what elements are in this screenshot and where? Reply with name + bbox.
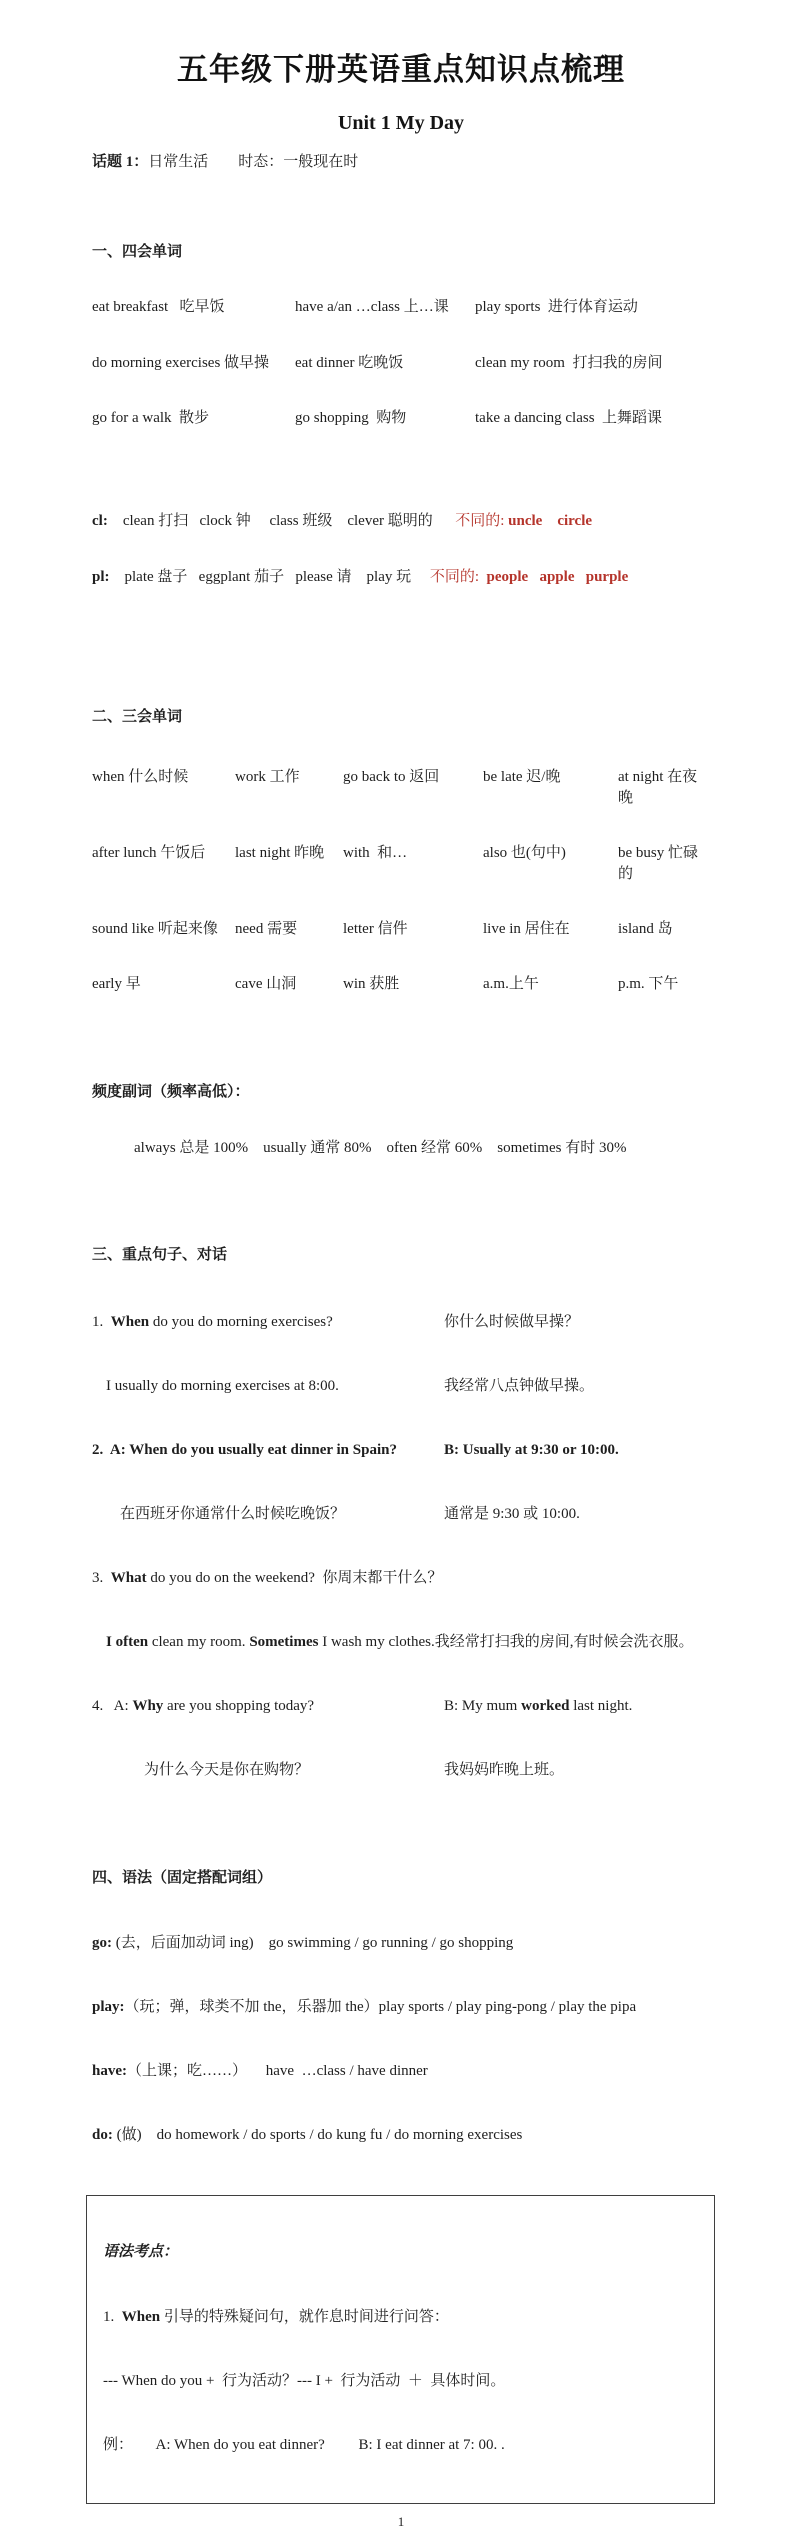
vocab-row (92, 843, 710, 885)
vocab-entry: be late 迟/晚 (483, 768, 561, 785)
vocab-entry: last night 昨晚 (235, 844, 325, 861)
vocab-entry: sound like 听起来像 (92, 920, 218, 937)
grammar-box-line: --- When do you + 行为活动？--- I + 行为活动 ＋ 具体时间。 (103, 2372, 506, 2389)
vocab-entry: win 获胜 (343, 975, 400, 992)
grammar-box-line: 例： A: When do you eat dinner? B: I eat dinner at 7: 00. . (103, 2436, 505, 2453)
section-heading: 一、四会单词 (92, 244, 183, 260)
vocab-entry: have a/an …class 上…课 (295, 299, 449, 315)
sentence-chinese: 我经常八点钟做早操。 (444, 1377, 595, 1394)
section-key-sentences (92, 1211, 710, 1824)
vocab-entry: go shopping 购物 (295, 410, 407, 426)
vocab-entry: work 工作 (235, 768, 300, 785)
vocab-row (92, 919, 710, 940)
phonics-line-cl: cl: clean 打扫 clock 钟 class 班级 clever 聪明的 不同的: uncle circle (92, 512, 593, 529)
sentence-line (92, 1568, 710, 1589)
sentence-english: 3. What do you do on the weekend? 你周末都干什么？ (92, 1569, 443, 1586)
sentence-english: 1. When do you do morning exercises? (92, 1313, 333, 1330)
frequency-adverbs-heading: 频度副词（频率高低）： (92, 1083, 250, 1100)
vocab-entry: letter 信件 (343, 920, 408, 937)
vocab-entry: also 也(句中) (483, 844, 566, 861)
vocab-entry: go back to 返回 (343, 768, 440, 785)
grammar-item-have: have:（上课；吃……） have …class / have dinner (92, 2062, 428, 2079)
vocab-entry: eat dinner 吃晚饭 (295, 354, 404, 371)
sentence-english: 2. A: When do you usually eat dinner in Spain? (92, 1441, 397, 1458)
grammar-points-box (86, 2195, 715, 2504)
vocab-entry: p.m. 下午 (618, 975, 679, 992)
grammar-item-go: go: (去，后面加动词 ing) go swimming / go running / go shopping (92, 1934, 514, 1951)
vocab-entry: do morning exercises 做早操 (92, 354, 270, 371)
sentence-chinese: 你什么时候做早操？ (444, 1313, 580, 1330)
phonics-block (92, 476, 710, 622)
unit-title: Unit 1 My Day (337, 112, 465, 134)
vocab-row (92, 353, 710, 375)
vocab-entry: play sports 进行体育运动 (475, 299, 638, 315)
frequency-adverbs-line: always 总是 100% usually 通常 80% often 经常 60% sometimes 有时 30% (134, 1139, 627, 1156)
vocab-entry: take a dancing class 上舞蹈课 (475, 410, 663, 426)
sentence-line (92, 1504, 710, 1525)
section-three-skill-words (92, 673, 710, 1029)
sentence-line (92, 1376, 710, 1397)
vocab-entry: be busy 忙碌的 (618, 844, 698, 882)
sentence-line (92, 1632, 710, 1653)
sentence-english: I usually do morning exercises at 8:00. (106, 1377, 339, 1394)
sentence-line (92, 1440, 710, 1461)
phonics-line-pl: pl: plate 盘子 eggplant 茄子 please 请 play 玩 不同的: people apple purple (92, 568, 629, 585)
vocab-entry: early 早 (92, 975, 141, 992)
section-grammar (92, 1834, 710, 2189)
grammar-box-line: 1. When 引导的特殊疑问句，就作息时间进行问答： (103, 2308, 449, 2325)
vocab-entry: live in 居住在 (483, 920, 570, 937)
vocab-row (92, 297, 710, 319)
vocab-entry: clean my room 打扫我的房间 (475, 354, 663, 371)
vocab-entry: need 需要 (235, 920, 298, 937)
grammar-box-heading: 语法考点： (103, 2243, 179, 2260)
sentence-chinese: 为什么今天是你在购物？ (144, 1761, 310, 1778)
sentence-chinese: 我妈妈昨晚上班。 (444, 1761, 565, 1778)
frequency-adverbs-block (92, 1048, 710, 1193)
sentence-chinese: 通常是 9:30 或 10:00. (444, 1505, 580, 1522)
section-heading: 二、三会单词 (92, 708, 183, 725)
sentence-english: 4. A: Why are you shopping today? (92, 1697, 315, 1714)
vocab-row (92, 767, 710, 809)
topic-line: 话题 1：日常生活 时态：一般现在时 (92, 154, 359, 170)
page-title: 五年级下册英语重点知识点梳理 (177, 52, 625, 87)
sentence-chinese: 在西班牙你通常什么时候吃晚饭？ (120, 1505, 346, 1522)
sentence-line (92, 1312, 710, 1333)
vocab-entry: cave 山洞 (235, 975, 297, 992)
vocab-row (92, 408, 710, 430)
sentence-line (92, 1696, 710, 1717)
sentence-english: I often clean my room. Sometimes I wash my clothes.我经常打扫我的房间,有时候会洗衣服。 (106, 1633, 694, 1650)
vocab-entry: go for a walk 散步 (92, 410, 210, 426)
vocab-entry: when 什么时候 (92, 768, 189, 785)
grammar-item-play: play:（玩；弹，球类不加 the，乐器加 the）play sports / play ping-pong / play the pipa (92, 1998, 637, 2015)
vocab-entry: with 和… (343, 844, 408, 861)
sentence-line (92, 1760, 710, 1781)
grammar-item-do: do: (做) do homework / do sports / do kung fu / do morning exercises (92, 2126, 523, 2143)
vocab-entry: island 岛 (618, 920, 673, 937)
vocab-entry: eat breakfast 吃早饭 (92, 299, 225, 315)
page-number: 1 (397, 2513, 405, 2529)
vocab-entry: at night 在夜晚 (618, 768, 698, 806)
vocab-entry: a.m.上午 (483, 975, 539, 992)
section-heading: 三、重点句子、对话 (92, 1246, 228, 1263)
section-four-skill-words (92, 208, 710, 656)
vocab-entry: after lunch 午饭后 (92, 844, 206, 861)
sentence-english: B: My mum worked last night. (444, 1697, 633, 1714)
section-heading: 四、语法（固定搭配词组） (92, 1869, 273, 1886)
sentence-chinese: B: Usually at 9:30 or 10:00. (444, 1441, 619, 1458)
vocab-row (92, 974, 710, 995)
